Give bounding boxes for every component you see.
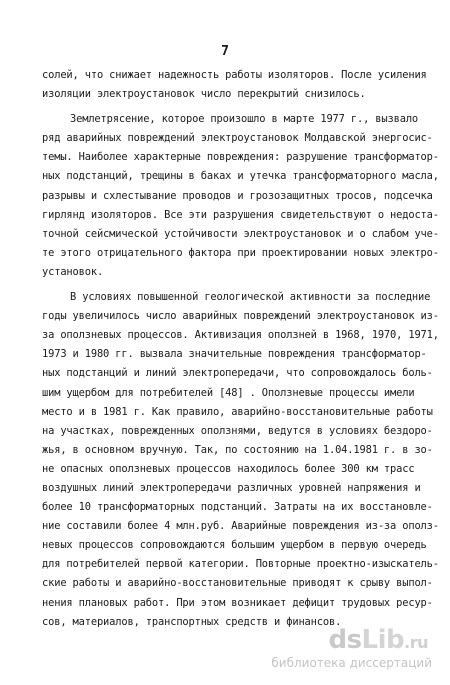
text-line: ние составили более 4 млн.руб. Аварийные повреждения из-за ополз- [42,520,439,533]
text-line: воздушных линий электропередачи различных уровней напряжения и [42,481,421,494]
text-line: невых процессов сопровождаются большим ущербом в первую очередь [42,539,427,552]
text-line: ские работы и аварийно-восстановительные приводят к срыву выпол- [42,577,433,590]
page-number: 7 [221,44,229,59]
text-line: темы. Наиболее характерные повреждения: разрушение трансформатор- [42,151,439,164]
text-line: годы увеличилось число аварийных повреждений электроустановок из- [42,310,439,323]
text-line: сов, материалов, транспортных средств и финансов. [42,615,342,628]
text-line: ряд аварийных повреждений электроустановок Молдавской энергосис- [42,132,433,145]
text-line: те этого отрицательного фактора при проектировании новых электро- [42,246,439,259]
text-line: солей, что снижает надежность работы изоляторов. После усиления [42,69,427,81]
body-text [42,66,437,632]
watermark-tagline: библиотека диссертаций [271,656,432,670]
text-line: за оползневых процессов. Активизация оползней в 1968, 1970, 1971, [42,329,439,342]
text-line: ных подстанций, трещины в баках и утечка трансформаторного масла, [42,170,439,183]
text-line: гирлянд изоляторов. Все эти разрушения свидетельствуют о недоста- [42,208,439,221]
text-line: нения плановых работ. При этом возникает дефицит трудовых ресур- [42,596,433,609]
text-line: место и в 1981 г. Как правило, аварийно-восстановительные работы [42,405,433,418]
dslib-watermark [240,625,440,677]
text-line: шим ущербом для потребителей [48] . Оползневые процессы имели [42,386,415,399]
text-line: изоляции электроустановок число перекрытий снизилось. [42,88,366,101]
text-line: ных подстанций и линий электропередачи, что сопровождалось боль- [42,367,433,380]
text-line: разрывы и схлестывание проводов и грозозащитных тросов, подсечка [42,189,433,202]
logo-ds: ds [328,625,362,655]
text-line: жья, в основном вручную. Так, по состоянию на 1.04.1981 г. в зо- [42,443,433,456]
text-line: точной сейсмической устойчивости электроустановок и о слабом уче- [42,227,439,240]
paragraph-start-line: Землетрясение, которое произошло в марте 1977 г., вызвало [70,113,419,126]
paragraph-start-line: В условиях повышенной геологической активности за последние [70,291,431,304]
text-line: не опасных оползневых процессов находилось более 300 км трасс [42,462,415,475]
text-line: более 10 трансформаторных подстанций. Затраты на их восстановле- [42,501,433,514]
text-line: на участках, поврежденных оползнями, ведутся в условиях бездоро- [42,424,433,437]
text-line: установок. [42,265,104,278]
logo-ru: .ru [404,633,428,652]
dslib-logo [328,625,428,655]
text-line: 1973 и 1980 гг. вызвала значительные повреждения трансформатор- [42,348,427,361]
text-line: для потребителей первой категории. Повторные проектно-изыскатель- [42,558,439,571]
logo-lib: Lib [361,625,405,655]
